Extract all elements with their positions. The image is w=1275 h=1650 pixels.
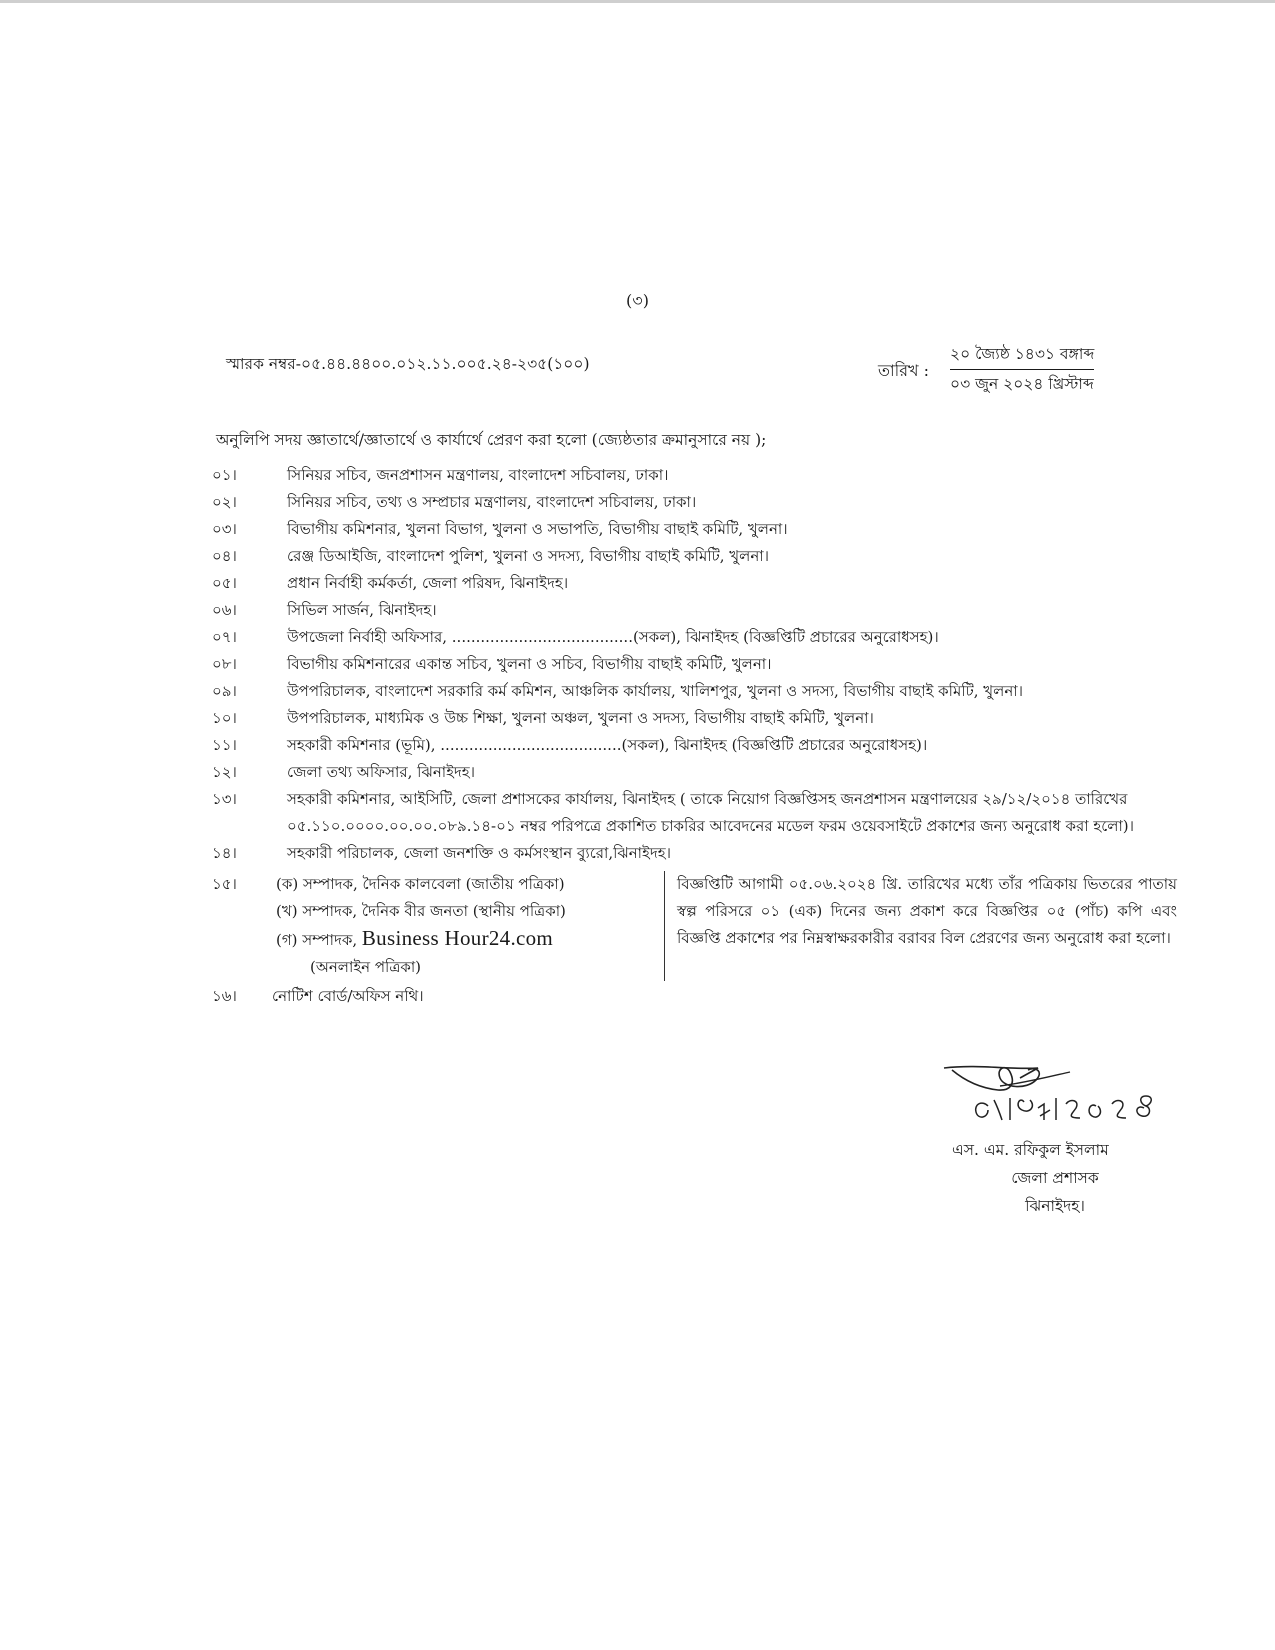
item-text: বিভাগীয় কমিশনার, খুলনা বিভাগ, খুলনা ও সভাপতি, বিভাগীয় বাছাই কমিটি, খুলনা। [287, 520, 788, 538]
recipient-item [212, 462, 1172, 489]
recipient-item [212, 786, 1172, 840]
recipient-list [212, 462, 1177, 1010]
recipient-item [212, 983, 1172, 1010]
recipient-item [212, 732, 1172, 759]
item-number: ১১। [212, 736, 237, 754]
item-number: ০৮। [212, 655, 237, 673]
item-text: সহকারী পরিচালক, জেলা জনশক্তি ও কর্মসংস্থান ব্যুরো,ঝিনাইদহ। [287, 844, 671, 862]
press-kalbela: (ক) সম্পাদক, দৈনিক কালবেলা (জাতীয় পত্রিকা) [276, 875, 565, 893]
distribution-intro: অনুলিপি সদয় জ্ঞাতার্থে/জ্ঞাতার্থে ও কার্যার্থে প্রেরণ করা হলো (জ্যেষ্ঠতার ক্রমানুসারে নয় ); [216, 431, 767, 449]
handwritten-signature [940, 1060, 1180, 1135]
signatory-block [940, 1136, 1170, 1220]
press-online [276, 925, 641, 954]
item-number: ০২। [212, 493, 237, 511]
recipient-item [212, 624, 1172, 651]
signature-scribble [940, 1060, 1180, 1135]
item-number: ১৫। [212, 875, 237, 893]
scan-top-edge [0, 0, 1275, 3]
recipient-item [212, 489, 1172, 516]
item-text: বিভাগীয় কমিশনারের একান্ত সচিব, খুলনা ও সচিব, বিভাগীয় বাছাই কমিটি, খুলনা। [287, 655, 772, 673]
date-gregorian: ০৩ জুন ২০২৪ খ্রিস্টাব্দ [950, 375, 1094, 393]
item-number: ১০। [212, 709, 237, 727]
recipient-item [212, 543, 1172, 570]
press-online-type: (অনলাইন পত্রিকা) [310, 958, 422, 976]
item-number: ০১। [212, 466, 237, 484]
date-block [950, 340, 1094, 398]
press-list [276, 871, 641, 981]
item-text: সহকারী কমিশনার, আইসিটি, জেলা প্রশাসকের কার্যালয়, ঝিনাইদহ ( তাকে নিয়োগ বিজ্ঞপ্তিসহ জনপ্রশাসন মন্ত্রণালয়ের ২৯/১২/২০১৪ তারিখের ০৫.১১০.০০০০.০০.০০.০৮৯.১৪-০১ নম্বর পরিপত্রে প্রকাশিত চাকরির আবেদনের মডেল ফরম ওয়েবসাইটে প্রকাশের জন্য অনুরোধ করা হলো)। [287, 790, 1135, 835]
item-number: ১৩। [212, 790, 237, 808]
recipient-item [212, 759, 1172, 786]
item-number: ০৩। [212, 520, 237, 538]
recipient-item [212, 651, 1172, 678]
press-online-prefix: (গ) সম্পাদক, [276, 931, 358, 949]
item-text: উপপরিচালক, মাধ্যমিক ও উচ্চ শিক্ষা, খুলনা অঞ্চল, খুলনা ও সদস্য, বিভাগীয় বাছাই কমিটি, খুলনা। [287, 709, 874, 727]
memo-number: স্মারক নম্বর-০৫.৪৪.৪৪০০.০১২.১১.০০৫.২৪-২৩৫(১০০) [226, 355, 590, 373]
signatory-name: এস. এম. রফিকুল ইসলাম [952, 1141, 1109, 1159]
item-number: ১২। [212, 763, 237, 781]
item-number: ১৪। [212, 844, 237, 862]
item-text: সহকারী কমিশনার (ভূমি), ......................................(সকল), ঝিনাইদহ (বিজ্ঞপ্তিটি প্রচারের অনুরোধসহ)। [287, 736, 928, 754]
item-number: ০৫। [212, 574, 237, 592]
signatory-title: জেলা প্রশাসক [1011, 1169, 1099, 1187]
date-bangla: ২০ জ্যৈষ্ঠ ১৪৩১ বঙ্গাব্দ [950, 340, 1094, 370]
recipient-item [212, 678, 1172, 705]
item-text: প্রধান নির্বাহী কর্মকর্তা, জেলা পরিষদ, ঝিনাইদহ। [287, 574, 569, 592]
press-bir-janata: (খ) সম্পাদক, দৈনিক বীর জনতা (স্থানীয় পত্রিকা) [276, 902, 566, 920]
recipient-item [212, 705, 1172, 732]
item-text: জেলা তথ্য অফিসার, ঝিনাইদহ। [287, 763, 476, 781]
signatory-location: ঝিনাইদহ। [1025, 1197, 1085, 1215]
item-text: সিনিয়র সচিব, জনপ্রশাসন মন্ত্রণালয়, বাংলাদেশ সচিবালয়, ঢাকা। [287, 466, 669, 484]
item-number: ০৭। [212, 628, 237, 646]
recipient-item [212, 597, 1172, 624]
item-number: ০৯। [212, 682, 237, 700]
item-text: উপজেলা নির্বাহী অফিসার, ......................................(সকল), ঝিনাইদহ (বিজ্ঞপ্তিটি প্রচারের অনুরোধসহ)। [287, 628, 939, 646]
item-number: ১৬। [212, 987, 237, 1005]
item-text: সিভিল সার্জন, ঝিনাইদহ। [287, 601, 437, 619]
item-text: নোটিশ বোর্ড/অফিস নথি। [272, 987, 424, 1005]
item-text: সিনিয়র সচিব, তথ্য ও সম্প্রচার মন্ত্রণালয়, বাংলাদেশ সচিবালয়, ঢাকা। [287, 493, 697, 511]
item-number: ০৪। [212, 547, 237, 565]
item-text: রেঞ্জ ডিআইজি, বাংলাদেশ পুলিশ, খুলনা ও সদস্য, বিভাগীয় বাছাই কমিটি, খুলনা। [287, 547, 769, 565]
recipient-item [212, 516, 1172, 543]
item-number: ০৬। [212, 601, 237, 619]
press-online-brand: Business Hour24.com [361, 926, 554, 950]
recipient-item [212, 840, 1172, 867]
item-text: উপপরিচালক, বাংলাদেশ সরকারি কর্ম কমিশন, আঞ্চলিক কার্যালয়, খালিশপুর, খুলনা ও সদস্য, বিভাগীয় বাছাই কমিটি, খুলনা। [287, 682, 1023, 700]
recipient-item [212, 570, 1172, 597]
press-recipient-item [212, 871, 1177, 983]
date-label: তারিখ : [878, 361, 930, 380]
press-instruction-note: বিজ্ঞপ্তিটি আগামী ০৫.০৬.২০২৪ খ্রি. তারিখের মধ্যে তাঁর পত্রিকায় ভিতরের পাতায় স্বল্প পরিসরে ০১ (এক) দিনের জন্য প্রকাশ করে বিজ্ঞপ্তির ০৫ (পাঁচ) কপি এবং বিজ্ঞপ্তি প্রকাশের পর নিম্নস্বাক্ষরকারীর বরাবর বিল প্রেরণের জন্য অনুরোধ করা হলো। [664, 871, 1177, 981]
page-number: (৩) [626, 291, 649, 310]
